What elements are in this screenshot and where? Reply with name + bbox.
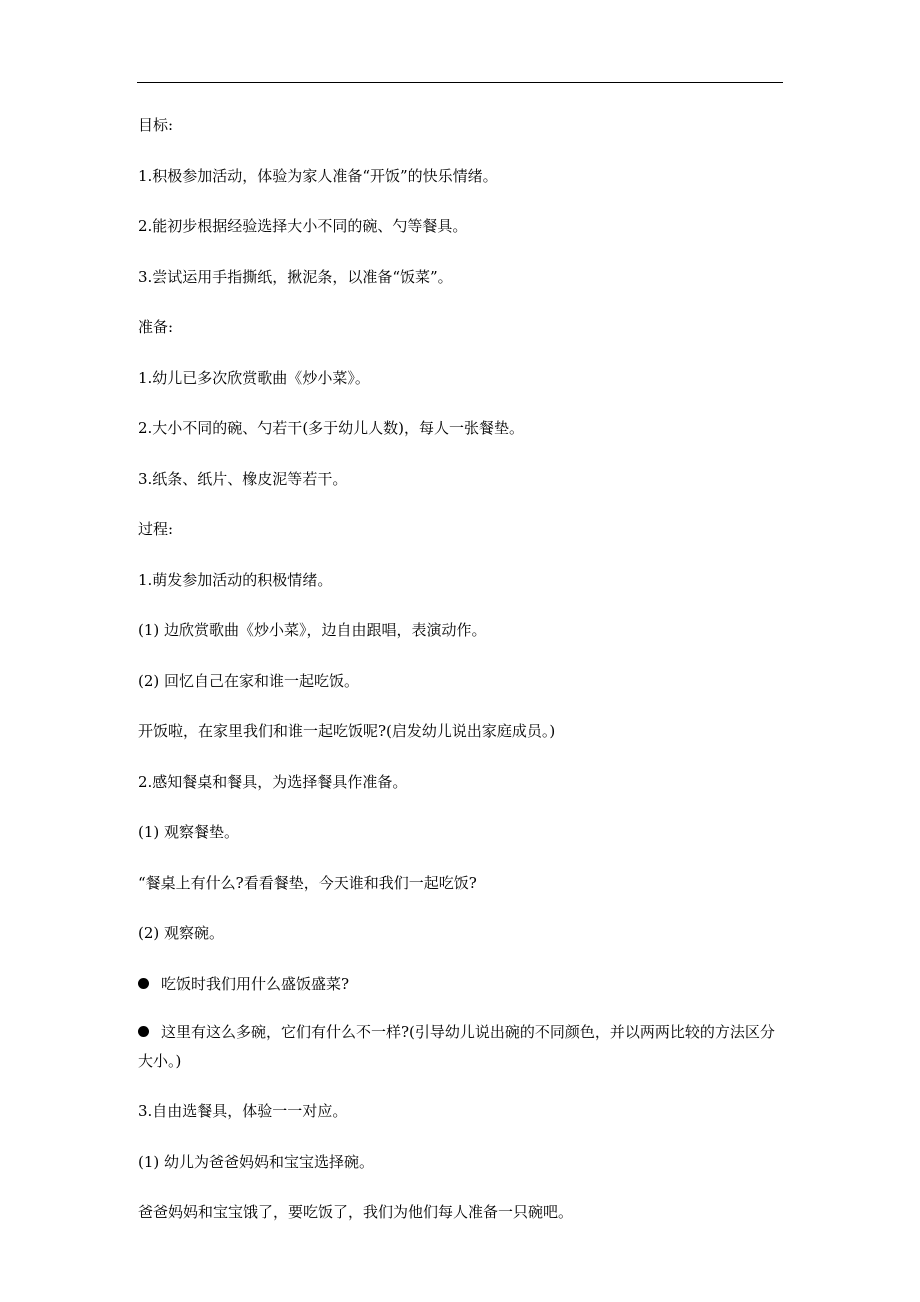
bullet-item-text: 吃饭时我们用什么盛饭盛菜? — [161, 974, 350, 993]
bullet-item — [138, 971, 788, 997]
section-heading-preparation: 准备: — [138, 318, 174, 336]
process-paragraph: “餐桌上有什么?看看餐垫，今天谁和我们一起吃饭? — [138, 873, 477, 892]
header-rule — [137, 82, 783, 83]
process-paragraph: 爸爸妈妈和宝宝饿了，要吃饭了，我们为他们每人准备一只碗吧。 — [138, 1203, 574, 1221]
document-body — [138, 112, 788, 1250]
process-step: 1.萌发参加活动的积极情绪。 — [138, 570, 333, 589]
process-substep: (1) 观察餐垫。 — [138, 823, 240, 841]
process-step: 2.感知餐桌和餐具，为选择餐具作准备。 — [138, 772, 408, 791]
preparation-item: 2.大小不同的碗、勺若干(多于幼儿人数)，每人一张餐垫。 — [138, 419, 525, 437]
preparation-item: 1.幼儿已多次欣赏歌曲《炒小菜》。 — [138, 368, 370, 387]
bullet-item-text: 这里有这么多碗，它们有什么不一样?(引导幼儿说出碗的不同颜色，并以两两比较的方法区分大小。) — [138, 1023, 775, 1070]
process-substep: (1) 幼儿为爸爸妈妈和宝宝选择碗。 — [138, 1152, 375, 1171]
goal-item: 1.积极参加活动，体验为家人准备“开饭”的快乐情绪。 — [138, 166, 498, 185]
bullet-item — [138, 1018, 788, 1076]
preparation-item: 3.纸条、纸片、橡皮泥等若干。 — [138, 469, 348, 488]
section-heading-process: 过程: — [138, 520, 174, 538]
goal-item: 3.尝试运用手指撕纸，揪泥条，以准备“饭菜”。 — [138, 267, 453, 286]
bullet-icon — [138, 978, 149, 989]
process-step: 3.自由选餐具，体验一一对应。 — [138, 1102, 348, 1120]
process-paragraph: 开饭啦，在家里我们和谁一起吃饭呢?(启发幼儿说出家庭成员。) — [138, 722, 556, 740]
process-substep: (2) 回忆自己在家和谁一起吃饭。 — [138, 671, 360, 690]
process-substep: (1) 边欣赏歌曲《炒小菜》，边自由跟唱，表演动作。 — [138, 621, 487, 639]
bullet-icon — [138, 1026, 149, 1037]
section-heading-goals: 目标: — [138, 116, 174, 134]
process-substep: (2) 观察碗。 — [138, 924, 225, 942]
goal-item: 2.能初步根据经验选择大小不同的碗、勺等餐具。 — [138, 217, 468, 235]
